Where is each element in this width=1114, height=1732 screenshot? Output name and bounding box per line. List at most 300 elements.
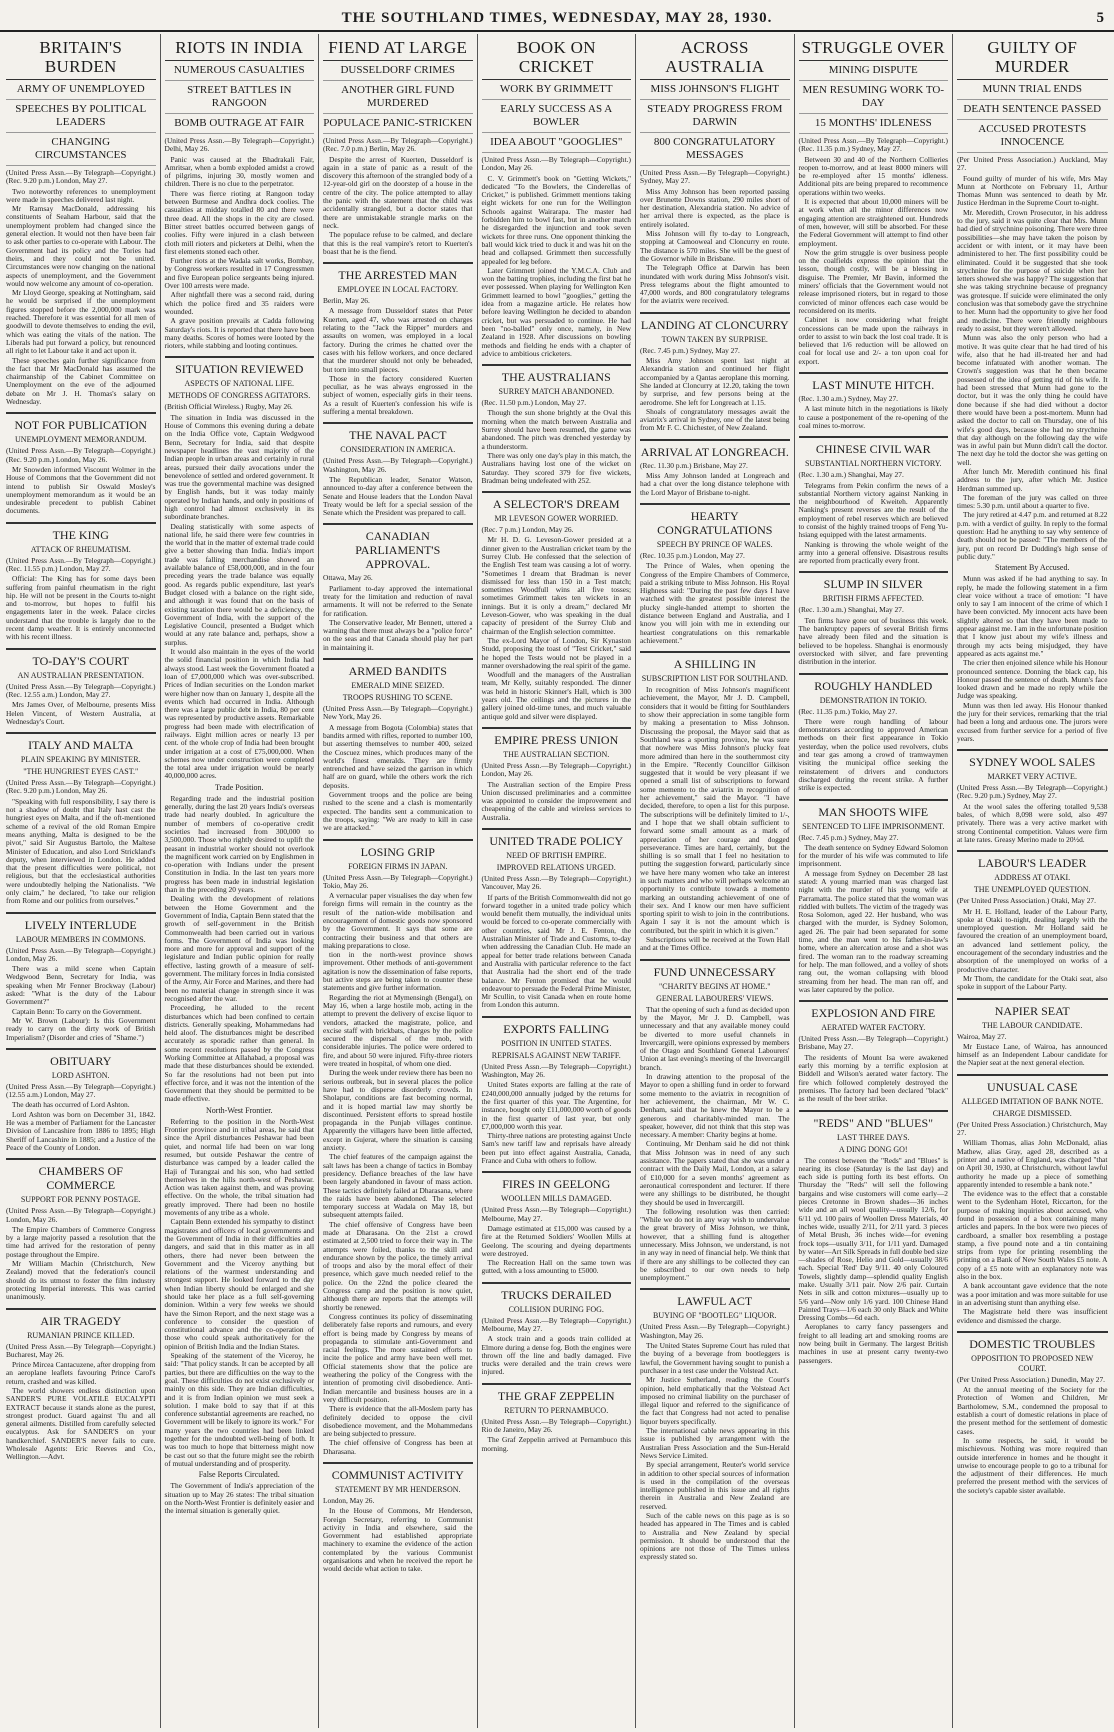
article-paragraph: Continuing, Mr Denham said he did not think that Miss Johnson was in need of any such assistance. The papers stated that she was under a contract with the Daily Mail, London, at a salary of £10,000 for a seven months' agreement as aeronautical correspondent and lecturer. If there were any shillings to be distributed, he thought they should be used in Invercargill. [640, 1139, 790, 1207]
article-dateline: (United Press Assn.—By Telegraph—Copyright.) (12.55 a.m.) London, May 27. [6, 1081, 156, 1100]
article-paragraph: The Empire Chambers of Commerce Congress by a large majority passed a resolution that the time had arrived for the restoration of penny postage throughout the Empire. [6, 1224, 156, 1259]
article-subhead: TOWN TAKEN BY SURPRISE. [661, 334, 768, 344]
article [323, 523, 473, 652]
article-paragraph: William Thomas, alias John McDonald, alias Mathew, alias Gray, aged 28, described as a printer and a native of England, was charged "that on April 30, 1930, at Christchurch, without lawful authority he made up a piece of something apparently intended to resemble a bank note." [957, 1138, 1108, 1189]
article [799, 673, 949, 793]
article-dateline: (United Press Assn.—By Telegraph—Copyright.) (Rec. 9.20 p.m.) London, May 26. [6, 778, 156, 796]
article-paragraph: Munn was also the only person who had a motive. It was quite clear that he had tired of his wife, also that he had ill-treated her and had become infatuated with another woman. The Crown's suggestion was that he then became possessed of the idea of getting rid of his wife. It had been stressed that Munn had gone to the doctor, but it was the only thing he could have done because if she had died without a doctor there would have been a post-mortem. Munn had asked the doctor to call on Thursday, one of his wife's good days, because she had no strychnine that day although on the following day the wife was in awful pain but Munn didn't call the doctor. The next day he told the doctor she was getting on well. [957, 333, 1108, 467]
article-dateline: (United Press Assn.—By Telegraph—Copyright.) London, May 26. [6, 945, 156, 963]
article-headline: ACROSS AUSTRALIA [640, 38, 790, 80]
article [482, 1282, 632, 1377]
article-subhead: MUNN TRIAL ENDS [957, 83, 1108, 100]
article-dateline: (United Press Assn.—By Telegraph—Copyright.) (Rec. 9.20 p.m.) London, May 27. [6, 168, 156, 186]
article-subhead: BRITISH FIRMS AFFECTED. [822, 594, 924, 604]
article-paragraph: Those in the factory considered Kuerten peculiar, as he was always engrossed in the subject of women, especially girls in their teens. As a result of Kuerten's confession his wife is suffering a mental breakdown. [323, 373, 473, 417]
article-headline: SYDNEY WOOL SALES [957, 749, 1108, 769]
article-subhead: SPEECHES BY POLITICAL LEADERS [6, 103, 156, 133]
article-paragraph: After lunch Mr. Meredith continued his final address to the jury, after which Mr. Justice Herdman summed up. [957, 466, 1108, 493]
article-paragraph: A message from Dusseldorf states that Peter Kuerten, aged 47, who was arrested on charges relating to the "Jack the Ripper" murders and assaults on women, was employed in a local factory. During the crimes he chatted over the cases with his fellow workers, and once declared that the murderer should not only be beheaded, but torn into small pieces. [323, 306, 473, 374]
article-dateline: (United Press Assn.—By Telegraph—Copyright.) Bucharest, May 26. [6, 1341, 156, 1359]
article-dateline: (United Press Assn.—By Telegraph—Copyright.) London, May 26. [6, 1206, 156, 1224]
article-headline: FIRES IN GEELONG [482, 1171, 632, 1191]
article-dateline: (Rec. 7.45 p.m.) Sydney, May 27. [798, 832, 899, 842]
article-dateline: (Rec. 11.30 p.m.) Brisbane, May 27. [640, 460, 748, 470]
article [323, 1462, 473, 1574]
article-paragraph: The death has occurred of Lord Ashton. [12, 1100, 130, 1110]
article-subhead: SPEECH BY PRINCE OF WALES. [656, 539, 773, 549]
article-paragraph: Mr. Meredith, Crown Prosecutor, in his address to the jury, said it was quite clear that Mrs. Munn had died of strychnine poisoning. There were three possibilities—she may have taken the poison by accident or with intent, or it may have been administered to her. The first possibility could be eliminated. Could it be suggested that she took strychnine for the purpose of suicide when her letters showed she was happy? The suggestion that she was taking strychnine because of pregnancy was grotesque. If suicide were eliminated the only conclusion was that somebody gave the strychnine to her. Munn had the opportunity to give her food and medicine. There were friendly neighbours ready to assist, but they weren't allowed. [957, 207, 1108, 333]
article-subhead: RUMANIAN PRINCE KILLED. [27, 1330, 135, 1340]
article-paragraph: The Prince of Wales, when opening the Congress of the Empire Chambers of Commerce, paid a striking tribute to Miss Johnson. His Royal Highness said: "During the past few days I have watched with the greatest possible interest the plucky single-handed attempt to shorten the distance between England and Australia, and I know you will join with me in extending our heartiest congratulations on this remarkable achievement." [640, 561, 790, 645]
article-paragraph: C. V. Grimmett's book on "Getting Wickets," dedicated "To the Bowlers, the Cinderellas of Cricket," is published. Grimmett mentions taking eight wickets for one run for the Wellington Schools against Wairarapa. The master had forbidden him to bowl fast, but in another match he disregarded the injunction and took seven wickets for three runs. One opponent thinking the ball would kick tried to duck it and was hit on the head and collapsed. Grimmett then successfully appealed for leg before. [481, 173, 631, 266]
article-headline: LAWFUL ACT [640, 1288, 790, 1308]
article-paragraph: Mr W. Brown (Labour): Is this Government ready to carry on the dirty work of British Imperialism? (Disorder and cries of "Shame.") [6, 1015, 156, 1042]
article [957, 998, 1108, 1068]
article-subhead: MR LEVESON GOWER WORRIED. [494, 514, 618, 524]
article-paragraph: The foreman of the jury was called on three times: 5.30 p.m. until about a quarter to five. [957, 492, 1108, 511]
article-paragraph: The situation in India was discussed in the House of Commons this evening during a debate on the India Office vote, Captain Wedgwood Benn, Secretary for India, said that despite newspaper headlines the vast majority of the Indian people in urban areas and certainly in rural areas, pursued their daily avocations under the benevolence of settled and ordered government. It was true the governmental machine was designed by English hands, but it was today mainly operated by Indian hands, and only in positions of high control had almost exclusively in its subordinate branches. [164, 412, 314, 522]
article [6, 1308, 156, 1462]
article-subhead: LAST THREE DAYS. [836, 1132, 910, 1142]
article-paragraph: If parts of the British Commonwealth did not go forward together in a united trade policy which would benefit them mutually, the individual units would be forced to co-operate commercially with other countries, said Mr J. E. Fenton, the Australian Minister of Trade and Customs, to-day when addressing the Canadian Club. He made an appeal for better trade relations between Canada and Australia with particular reference to the fact that Australia had the short end of the trade balance. Mr Fenton promised that he would endeavour to persuade the Federal Prime Minister, Mr Scullin, to visit Canada when en route home from London this autumn. [481, 892, 631, 1010]
article-paragraph: Cabinet is now considering what freight concessions can be made upon the railways in order to assist to win back the lost coal trade. It is believed that 1/6 reduction will be allowed on coal for local use and 2/- a ton upon coal for export. [798, 315, 948, 366]
article-subhead: STEADY PROGRESS FROM DARWIN [640, 103, 790, 133]
article-paragraph: The Conservative leader, Mr Bennett, uttered a warning that there must always be a "police force" on the seas and that Canada should play her part in maintaining it. [323, 617, 473, 652]
article-headline: DOMESTIC TROUBLES [957, 1331, 1108, 1351]
article-subhead: "THE HUNGRIEST EYES CAST." [23, 767, 139, 777]
section-subhead: Trade Position. [214, 782, 264, 792]
column [319, 34, 478, 1728]
article [957, 1074, 1108, 1325]
article-subhead: WOOLLEN MILLS DAMAGED. [501, 1194, 612, 1204]
article-subhead: TROOPS RUSHING TO SCENE. [342, 693, 453, 703]
article-paragraph: The ex-Lord Mayor of London, Sir Kynaston Studd, proposing the toast of "Test Cricket," said he hoped the Tests would not be played in a manner overshadowing the real spirit of the game. [481, 635, 631, 670]
article-paragraph: Panic was caused at the Bhadrakali Fair, Amritsar, when a bomb exploded amidst a crowd of pilgrims, injuring 30, mostly women and children. There is no clue to the perpetrator. [164, 154, 314, 189]
article-subhead: SURREY MATCH ABANDONED. [498, 387, 614, 397]
article-paragraph: Official: The King has for some days been suffering from painful rheumatism in the right hip. He will not be present in the Courts to-night and to-morrow, but hopes to fulfil his engagements later in the week. Palace circles understand that the trouble is largely due to the recent damp weather. It is entirely unconnected with his recent illness. [6, 574, 156, 642]
article-subhead: STREET BATTLES IN RANGOON [165, 84, 315, 114]
article-subhead: A DING DONG GO! [838, 1144, 908, 1154]
article-subhead: LABOUR MEMBERS IN COMMONS. [15, 934, 146, 944]
article-paragraph: In drawing attention to the proposal of the Mayor to open a shilling fund in order to forward some memento to the aviatrix in recognition of her achievement, the chairman, Mr W. C. Denham, said that he knew the Mayor to be a generous and charitably-minded man. The speaker, however, did not think that this step was necessary. A member: Charity begins at home. [640, 1072, 790, 1140]
article-subhead: NEED OF BRITISH EMPIRE. [506, 851, 607, 860]
article-subhead: ASPECTS OF NATIONAL LIFE. [184, 379, 294, 389]
article-headline: ROUGHLY HANDLED [799, 673, 949, 693]
article-subhead: SUBSCRIPTION LIST FOR SOUTHLAND. [641, 674, 788, 684]
article-paragraph: Two noteworthy references to unemployment were made in speeches delivered last night. [6, 186, 156, 204]
article-subhead: 800 CONGRATULATORY MESSAGES [640, 136, 790, 166]
article-subhead: SUBSTANTIAL NORTHERN VICTORY. [804, 459, 942, 469]
masthead [0, 8, 1114, 32]
article-paragraph: Referring to the position in the North-West Frontier province and in tribal areas, he said that since the April disturbances Peshawar had been quiet, and normal life had been on war long resumed, but outside Peshawar the centre of disturbance was camped by a leader called the Haji of Turangzai and his son, who had settled themselves in the hills north-west of Peshawar. Action was taken against them, and was proving effective. On the whole, the tribal situation had greatly improved. There had been no hostile movements of any tribe as a whole. [164, 1116, 314, 1218]
column [2, 34, 161, 1728]
article-paragraph: Miss Amy Johnson spent last night at Alexandria station and continued her flight accompanied by a Qantas aeroplane this morning. She landed at Cloncurry at 12.20, taking the town by surprise, and few persons being at the aerodrome. She left for Longreach at 1.15. [640, 356, 790, 407]
article-headline: AIR TRAGEDY [6, 1308, 156, 1328]
article [799, 571, 949, 666]
article-paragraph: The Government of India's appreciation of the situation up to May 26 states: The tribal situation on the North-West Frontier is definitely easier and the internal situation is generally quiet. [164, 1481, 314, 1516]
article-dateline: (Rec. 10.35 p.m.) London, May 27. [640, 550, 745, 560]
article [482, 828, 632, 1010]
article-paragraph: The evidence was to the effect that a constable went to the Sydenham Hotel, Riccarton, for the purpose of making inquiries about accused, who found in possession of a box containing many articles and papers. In the box were two pieces of cardboard, a smaller box resembling a postage stamp, a five pound note and a tin containing strips from type for printing resembling the printing on a Bank of New South Wales £5 note. A copy of a £5 note with an explanatory note was also in the box. [957, 1189, 1108, 1282]
article-paragraph: Prince Mircea Cantacuzene, after dropping from an aeroplane leaflets favouring Prince Carol's return, crashed and was killed. [6, 1360, 156, 1386]
article-paragraph: There was a mild scene when Captain Wedgwood Benn, Secretary for India, was speaking when Mr Fenner Brockway (Labour) asked: "What is the duty of the Labour Government?" [6, 964, 156, 1007]
article [165, 356, 315, 1515]
article-headline: UNUSUAL CASE [957, 1074, 1108, 1094]
article [640, 439, 790, 497]
article [6, 912, 156, 1042]
article-dateline: (United Press Assn.—By Telegraph—Copyright.) Melbourne, May 27. [481, 1205, 631, 1223]
article-subhead: PLAIN SPEAKING BY MINISTER. [20, 755, 141, 765]
article-dateline: (United Press Assn.—By Telegraph—Copyright.) Delhi, May 26. [164, 136, 314, 154]
article-headline: EXPORTS FALLING [482, 1016, 632, 1036]
article [799, 372, 949, 430]
article-headline: THE NAVAL PACT [323, 422, 473, 442]
article-subhead: THE UNEMPLOYED QUESTION. [973, 885, 1091, 895]
article-dateline: Ottawa, May 26. [323, 573, 373, 583]
article [482, 364, 632, 485]
article-subhead: DUSSELDORF CRIMES [323, 64, 473, 81]
article-paragraph: Proceeding, he alluded to the recent disturbances which had been confined to certain districts. Generally speaking, Mohammedans had held aloof. The disturbances might be described accurately as sporadic rather than general. In some recent resolutions passed by the Congress Working Committee at Allahabad, a proposal was made that these disturbances should be extended. So far the resolutions had not been put into effective force, and it was not the intention of the Government that they should be permitted to be made effective. [164, 1003, 314, 1104]
article-subhead: POPULACE PANIC-STRICKEN [323, 117, 473, 134]
article-dateline: (United Press Assn.—By Telegraph—Copyright.) Sydney, May 27. [640, 168, 790, 186]
article-dateline: (United Press Assn.—By Telegraph—Copyright.) (Rec. 12.55 a.m.) London, May 27. [6, 681, 156, 699]
article-paragraph: It would also maintain in the eyes of the world the solid financial position in which India had always stood. Last week the Government floated a loan of £7,000,000 which was over-subscribed. Prices of Indian securities on the London market were higher now than on January 1, despite all the events which had occurred in India. Although there was a large public debt in India, 80 per cent was represented by productive assets. Remarkable progress had been made with electrification of railways. Eight million acres or nearly 13 per cent. of the whole crop of India had been brought under irrigation at a cost of £75,000,000. When schemes now under construction were completed the total area under irrigation would be nearly 40,000,000 acres. [164, 647, 314, 781]
article-headline: TRUCKS DERAILED [482, 1282, 632, 1302]
article [6, 648, 156, 726]
article-dateline: (United Press Assn.—By Telegraph—Copyright.) (Rec. 11.35 p.m.) Sydney, May 27. [798, 136, 948, 154]
article [957, 749, 1108, 844]
article-headline: THE ARRESTED MAN [323, 262, 473, 282]
article-paragraph: That the opening of such a fund as decided upon by the Mayor, Mr J. D. Campbell, was unnecessary and that any available money could be diverted to more useful channels in Invercargill, were opinions expressed by members of the Otago and Southland General Labourers' Union at last evening's meeting of the Invercargill branch. [640, 1004, 790, 1072]
article-headline: THE KING [6, 522, 156, 542]
article [323, 658, 473, 832]
article-paragraph: The chief offensive of Congress has been at Dharasana. [323, 1438, 473, 1456]
article-headline: CHAMBERS OF COMMERCE [6, 1158, 156, 1192]
article-paragraph: Dealing with the development of relations between the Home Government and the Government of India, Captain Benn stated that the growth of self-government in the British Commonwealth had been carried out in various forms. The Government of India was looking more and more for approval and support of the legislature and Indian public opinion for really effective, lasting growth of a measure of self-government. The military forces in India consisted of the Army, Air Force and Marines, and there had been no material change in strength since it was recognised after the war. [164, 894, 314, 1003]
article [957, 38, 1108, 743]
article [323, 839, 473, 1456]
article-subhead: ANOTHER GIRL FUND MURDERED [323, 84, 473, 114]
article-paragraph: Lord Ashton was born on December 31, 1842. He was a member of Parliament for the Lancaster Division of Lancashire from 1886 to 1895; High Sheriff of Lancashire in 1885; and a Justice of the Peace of the County of London. [6, 1109, 156, 1152]
page-number: 5 [1096, 10, 1104, 26]
article-subhead: DEMONSTRATION IN TOKIO. [819, 695, 927, 705]
article-subhead: CHARGE DISMISSED. [992, 1108, 1072, 1118]
article-paragraph: Mr William Machin (Christchurch, New Zealand) moved that the federation's council should do its utmost to foster the film industry protecting Imperial interests. This was carried unanimously. [6, 1259, 156, 1302]
article-headline: THE AUSTRALIANS [482, 364, 632, 384]
article-subhead: OPPOSITION TO PROPOSED NEW COURT. [971, 1353, 1094, 1373]
article [6, 732, 156, 905]
article-subhead: BOMB OUTRAGE AT FAIR [165, 117, 315, 134]
article-paragraph: The United States Supreme Court has ruled that the buying of a beverage from bootleggers is lawful, the Government having sought to punish a purchaser in a test case under the Volstead Act. [640, 1341, 790, 1375]
article-paragraph: The crier then enjoined silence while his Honour pronounced sentence. Donning the black cap, his Honour passed the sentence of death. Munn's face looked drawn and he made no reply while the Judge was speaking. [957, 658, 1108, 701]
article-dateline: Wairoa, May 27. [957, 1031, 1007, 1041]
article-subhead: EMPLOYEE IN LOCAL FACTORY. [337, 285, 459, 295]
article-headline: CHINESE CIVIL WAR [799, 436, 949, 456]
article [482, 1016, 632, 1166]
article-headline: ITALY AND MALTA [6, 732, 156, 752]
article-paragraph: The Republican leader, Senator Watson, announced to-day after a conference between the Senate and House leaders that the London Naval Treaty would be left for a special session of the Senate which the President was prepared to call. [323, 474, 473, 518]
article-paragraph: Mr Lloyd George, speaking at Nottingham, said he would be surprised if the unemployment figures stopped before the 2,000,000 mark was reached. Therefore it was essential for all men of goodwill to devote themselves to ending the evil, which was eating the vitals of the nation. The Liberals had put forward a policy, but renounced all right to let Labour take it and act upon it. [6, 288, 156, 356]
article-subhead: "CHARITY BEGINS AT HOME." [659, 981, 771, 991]
article-paragraph: Government troops and the police are being rushed to the scene and a clash is momentarily expected. The bandits sent a communication to the troops, saying: "We are ready to kill in case we are attacked." [323, 790, 473, 833]
article-paragraph: Nanking is throwing the whole weight of the army into a general offensive. Disastrous results are reported from practically every front. [798, 539, 948, 566]
article-paragraph: Thirty-three nations are protesting against Uncle Sam's new tariff law and reprisals have already been put into effect against Australia, Canada, France and Cuba with others to follow. [481, 1131, 631, 1166]
article-paragraph: Speaking of the statement of the Viceroy, he said: "That policy stands. It can be accepted by all parties, but there are difficulties on the way to the goal. These difficulties do not exist exclusively or mainly on this side. They are Indian difficulties, and it is from Indian opinion we must seek a solution. I make bold to say that if at this conference substantial agreements are reached, no Government will be likely to ignore its work." For many years the two countries had been linked together for the undoubted well-being of both. It was too much to hope that bitterness might now be cast out so that the future might see the rebirth of mutual understanding and of prosperity. [164, 1351, 314, 1468]
article-paragraph: tion in the north-west province shows improvement. Other methods of anti-government agitation is now the dissemination of false reports, but active steps are being taken to counter these statements and give further information. [323, 950, 473, 993]
article-subhead: GENERAL LABOURERS' VIEWS. [656, 993, 774, 1003]
article-paragraph: Further riots at the Wadala salt works, Bombay, by Congress workers resulted in 17 Congressmen and five European police sergeants being injured. Over 100 arrests were made. [164, 256, 314, 291]
article-paragraph: In the House of Commons, Mr Henderson, Foreign Secretary, referring to Communist activity in India and elsewhere, said the Government had established appropriate machinery to examine the evidence of the action contemplated by the various Communist organisations and when he received the report he would decide what action to take. [323, 1506, 473, 1574]
article-subhead: MARKET VERY ACTIVE. [987, 772, 1077, 782]
article-headline: MAN SHOOTS WIFE [799, 799, 949, 819]
article-paragraph: Mr Snowden informed Viscount Wolmer in the House of Commons that the Government did not intend to publish Sir Oswald Mosley's unemployment memorandum as it would be an undesirable precedent to publish Cabinet documents. [6, 464, 156, 516]
column [161, 34, 320, 1728]
article-paragraph: A message from Sydney on December 28 last stated: A young married man was charged last night with the murder of his young wife at Parramatta. The police stated that the woman was riddled with bullets. The victim of the tragedy was Rosa Solomon, aged 22. Her husband, who was charged with the murder, is Sydney Solomon, aged 26. The pair had been separated for some time, and the man went to his father-in-law's home, where an altercation arose and a shot was fired. The woman ran to the roadway screaming for help. The man followed, and a volley of shots rang out, the woman collapsing with blood streaming from her head. The man ran off, and was later captured by the police. [798, 868, 948, 994]
article-paragraph: Parliament to-day approved the international treaty for the limitation and reduction of naval armaments. It will not be referred to the Senate for ratification. [323, 583, 473, 618]
article-subhead: ACCUSED PROTESTS INNOCENCE [957, 123, 1108, 153]
article-headline: "REDS" AND "BLUES" [799, 1110, 949, 1130]
article-subhead: LORD ASHTON. [51, 1070, 110, 1080]
article-headline: NOT FOR PUBLICATION [6, 412, 156, 432]
article-dateline: (United Press Assn.—By Telegraph—Copyright.) New York, May 26. [323, 704, 473, 722]
article-subhead: IMPROVED RELATIONS URGED. [496, 863, 616, 872]
article-headline: SLUMP IN SILVER [799, 571, 949, 591]
article-paragraph: The residents of Mount Isa were awakened early this morning by a terrific explosion at Biddell and Wilson's aerated water factory. The fire which followed completely destroyed the premises. The factory had been declared "black" as the result of the beer strike. [798, 1052, 948, 1104]
article [640, 959, 790, 1283]
article-paragraph: Mr H. D. G. Leveson-Gower presided at a dinner given to the Australian cricket team by the Surrey Club. He confessed that the selection of the English Test team was causing a lot of worry. "Sometimes I dream that Bradman is never dismissed for less than 150 in a Test match; sometimes Woodfull wins all five tosses; sometimes Grimmett takes ten wickets in an innings. But it is only a dream," declared Mr Leveson-Gower, who was speaking in the dual capacity of president of the Surrey Club and chairman of the English selection committee. [481, 535, 631, 636]
article-paragraph: After nightfall there was a second raid, during which the police fired and 35 raiders were wounded. [164, 290, 314, 316]
article-dateline: (Rec. 11.35 p.m.) Tokio, May 27. [798, 706, 898, 716]
article-paragraph: Regarding the riot at Mymensingh (Bengal), on May 16, when a large hostile mob, acting in the attempt to prevent the delivery of excise liquor to vendors, attacked the magistrate, police, and excise staff with brickbats, charges by the police secured the dispersal of the mob, with considerable injuries. The police were ordered to fire, and about 50 were injured. Fifty-three rioters were treated in hospital, of whom one died. [323, 992, 473, 1069]
article-headline: FUND UNNECESSARY [640, 959, 790, 979]
article [6, 412, 156, 515]
article-headline: COMMUNIST ACTIVITY [323, 1462, 473, 1482]
article-dateline: (Rec. 1.30 a.m.) Shanghai, May 27. [798, 605, 904, 615]
article-subhead: CHANGING CIRCUMSTANCES [6, 136, 156, 166]
article-paragraph: In some respects, he said, it would be mischievous. Nothing was more required than outside interference in homes and he thought it unwise to encourage people to go to a tribunal for the adjustment of their differences. He much preferred the present method with the services of the society's capable sister available. [957, 1435, 1108, 1495]
article-paragraph: Munn was asked if he had anything to say. In reply, he made the following statement in a firm clear voice without a trace of emotion: "I have only to say I am innocent of the crime of which I have been convicted. My innocent acts have been slightly altered so that they have been made to appear against me. I am in the unfortunate position that I know just about my wife's illness and through my acts being misjudged, they have appeared as acts against me." [957, 574, 1108, 658]
article-paragraph: The populace refuse to be calmed, and declare that this is the real vampire's retort to Kuerten's boast that he is the fiend. [323, 230, 473, 256]
article-headline: ARMED BANDITS [323, 658, 473, 678]
article-paragraph: A vernacular paper visualises the day when few foreign firms will remain in the country as the result of the nation-wide mobilisation and encouragement of domestic goods now sponsored by the Government. It says that some are contracting their business and that others are making preparations to close. [323, 891, 473, 950]
article-subhead: SUPPORT FOR PENNY POSTAGE. [20, 1195, 141, 1205]
article [6, 1158, 156, 1301]
article [6, 1048, 156, 1152]
article-subhead: NUMEROUS CASUALTIES [165, 64, 315, 81]
article-subhead: MINING DISPUTE [799, 64, 949, 81]
article-paragraph: Telegrams from Pekin confirm the news of a substantial Northern victory against Nanking in the neighbourhood of Kweiteh. Apparently Nanking's present reverses are the result of the employment of rebel reserves which are believed to consist of the highly trained troops of Feng Yu-hsiang equipped with the latest armaments. [798, 480, 948, 540]
article-paragraph: Later Grimmett joined the Y.M.C.A. Club and won the batting trophies, including the first bat he ever possessed. When playing for Wellington Ken Grimmett learned to bowl "googlies," getting the idea from a magazine article. He relates how before leaving Wellington he decided to abandon cricket, but was persuaded to continue. He had been "no-balled" only once, namely, in New Zealand in 1928. After discussions on bowling methods and fielding he ends with a chapter of advice to ambitious cricketers. [481, 265, 631, 358]
article-headline: LABOUR'S LEADER [957, 850, 1108, 870]
column [636, 34, 795, 1728]
article-headline: TO-DAY'S COURT [6, 648, 156, 668]
article-subhead: 15 MONTHS' IDLENESS [799, 117, 949, 134]
article-paragraph: Captain Benn: To carry on the Government. [12, 1006, 142, 1016]
article-dateline: (United Press Assn.—By Telegraph—Copyright.) Washington, May 26. [481, 1061, 631, 1080]
article [482, 38, 632, 358]
article-paragraph: The world showers endless distinction upon SANDER'S PURE VOLATILE EUCALYPTI EXTRACT because it stands alone as the purest, strongest product. Guard against 'flu and all general ailments. Distilled from carefully selected eucalyptus. Ask for SANDER'S on your handkerchief. SANDER'S never fails to cure. Wholesale Agents: Eric Reeves and Co., Wellington.—Advt. [6, 1385, 156, 1462]
article [640, 38, 790, 306]
article-subhead: EMERALD MINE SEIZED. [351, 681, 445, 691]
article-subhead: UNEMPLOYMENT MEMORANDUM. [15, 435, 147, 445]
article [799, 436, 949, 565]
section-subhead: False Reports Circulated. [198, 1470, 280, 1480]
article-subhead: METHODS OF CONGRESS AGITATORS. [168, 391, 311, 401]
article-dateline: (United Press Assn.—By Telegraph—Copyright.) Tokio, May 26. [323, 872, 473, 890]
article-dateline: London, May 26. [323, 1496, 375, 1505]
article-headline: A SELECTOR'S DREAM [482, 491, 632, 511]
article-paragraph: There were rough handling of labour demonstrators according to approved American methods on their first appearance in Tokio yesterday, when the police used revolvers, clubs and tear gas among a crowd of tramwaymen visiting the municipal office seeking the reinstatement of drivers and conductors discharged during the recent strike. A further strike is expected. [798, 716, 948, 793]
article-dateline: (United Press Assn.—By Telegraph—Copyright.) Washington, May 26. [323, 456, 473, 474]
article-subhead: MEN RESUMING WORK TO-DAY [799, 84, 949, 114]
article-subhead: IDEA ABOUT "GOOGLIES" [482, 136, 632, 153]
article [799, 38, 949, 366]
article [799, 799, 949, 995]
article-dateline: (Per United Press Association.) Otaki, May 27. [957, 896, 1096, 906]
article-subhead: POSITION IN UNITED STATES. [501, 1038, 612, 1048]
article-paragraph: Dealing statistically with some aspects of national life, he said there were few countries in the world that in the matter of external trade could give a better showing than India. India's import trade was falling merchandise showed an available balance of £58,000,000, and in the four preceding years the trade balance was equally good. As regards public expenditure, last year's Budget closed with a balance on the right side, and although it was found that on the basis of existing taxation there would be a deficiency, the Government of India, with the support of the Legislative Council, presented a Budget which would at any rate balance and, perhaps, show a surplus. [164, 521, 314, 647]
article [6, 38, 156, 406]
article-paragraph: Mr Thom, the candidate for the Otaki seat, also spoke in support of the Labour Party. [957, 973, 1108, 992]
article-dateline: (Rec. 1.30 a.m.) Shanghai, May 27. [798, 470, 904, 480]
article-subhead: FOREIGN FIRMS IN JAPAN. [348, 861, 448, 871]
article-paragraph: Mr Eustace Lane, of Wairoa, has announced himself as an Independent Labour candidate for the Napier seat at the next general election. [957, 1041, 1108, 1068]
article-paragraph: Mr Ramsay MacDonald, addressing his constituents of Seaham Harbour, said that the unemployment problem had changed since the general election. It would not then have been fair to ask other parties to co-operate with Labour. The Government had its policy and the Tories had theirs, and they could not be united. Circumstances were now changing on the national aspects of unemployment, and the Government would now welcome any amount of co-operation. [6, 204, 156, 288]
article-paragraph: The Graf Zeppelin arrived at Pernambuco this morning. [481, 1435, 631, 1453]
article-dateline: (British Official Wireless.) Rugby, May 26. [164, 402, 293, 412]
article-paragraph: At the wool sales the offering totalled 9,538 bales, of which 8,098 were sold, also 497 privately. There was a very active market with strong Continental competition. Values were firm at late rates. Greasy Merino made to 20½d. [957, 801, 1108, 844]
article-headline: STRUGGLE OVER [799, 38, 949, 61]
article [799, 1000, 949, 1103]
article-paragraph: A grave position prevails at Cadda following Saturday's riots. It is reported that there have been many deaths. Scores of homes were looted by the rioters, while stabbing and looting continues. [164, 316, 314, 351]
article-subhead: RETURN TO PERNAMBUCO. [504, 1405, 609, 1415]
article-headline: CANADIAN PARLIAMENT'S APPROVAL. [323, 523, 473, 571]
article-paragraph: Mr H. E. Holland, leader of the Labour Party, spoke at Otaki to-night, dealing largely with the unemployed question. Mr Holland said he favoured the creation of an unemployment board, an advanced land settlement policy, the encouragement of the secondary industries and the absorption of the unemployed on works of a productive character. [957, 906, 1108, 974]
section-subhead: Statement By Accused. [995, 563, 1070, 573]
article-headline: UNITED TRADE POLICY [482, 828, 632, 848]
article [6, 522, 156, 642]
article-paragraph: Between 30 and 40 of the Northern Collieries reopen to-morrow, and at least 8000 miners will be re-employed after 15 months' idleness. Additional pits are being prepared to recommence operations within two weeks. [798, 154, 948, 197]
article-paragraph: Miss Amy Johnson landed at Longreach and had a chat over the long distance telephone with the Lord Mayor of Brisbane to-night. [640, 471, 790, 497]
article [482, 1383, 632, 1453]
article [640, 503, 790, 645]
article-paragraph: Mr Justice Sutherland, reading the Court's opinion, held emphatically that the Volstead Act imposed no criminal liability on the purchaser of illegal liquor and referred to the significance of the fact that Congress had not acted to penalise liquor buyers specifically. [640, 1375, 790, 1426]
article-headline: BOOK ON CRICKET [482, 38, 632, 80]
article-subhead: ATTACK OF RHEUMATISM. [30, 544, 131, 554]
article-headline: THE GRAF ZEPPELIN [482, 1383, 632, 1403]
article-subhead: ADDRESS AT OTAKI. [994, 873, 1071, 883]
article-paragraph: A last minute hitch in the negotiations is likely to cause a postponement of the re-opening of the coal mines to-morrow. [798, 404, 948, 430]
article-paragraph: These speeches gain further significance from the fact that Mr MacDonald has assumed the chairmanship of the Cabinet Committee on Unemployment on the eve of the adjourned debate on Mr J. H. Thomas's salary on Wednesday. [6, 355, 156, 407]
article-headline: LIVELY INTERLUDE [6, 912, 156, 932]
article-paragraph: There is evidence that the all-Moslem party has definitely decided to oppose the civil disobedience movement, and the Mohammedans are being subjected to pressure. [323, 1404, 473, 1439]
article-paragraph: Miss Johnson will fly to-day to Longreach, stopping at Camooweal and Cloncurry en route. The distance is 570 miles. She will be the guest of the Governor while in Brisbane. [640, 229, 790, 263]
article-headline: LANDING AT CLONCURRY [640, 312, 790, 332]
article-dateline: (Rec. 11.50 p.m.) London, May 27. [481, 398, 587, 408]
article-dateline: (United Press Assn.—By Telegraph—Copyright.) Vancouver, May 26. [481, 874, 631, 892]
article-subhead: COLLISION DURING FOG. [508, 1304, 604, 1314]
article-subhead: SENTENCED TO LIFE IMPRISONMENT. [802, 821, 945, 831]
column [953, 34, 1112, 1728]
article-headline: NAPIER SEAT [957, 998, 1108, 1018]
article-paragraph: Mrs James Over, of Melbourne, presents Miss Helen Vincent, of Western Australia, at Wednesday's Court. [6, 700, 156, 726]
article [640, 651, 790, 953]
article-paragraph: The contest between the "Reds" and "Blues" is nearing its close (Saturday is the last day) and each side is putting forth its best efforts. On Thursday the "Reds" will sell the following bargains and wise customers will come early—2 pieces Cretonne in Brown shades—36 inches wide and an all wool quality—usually 12/6, for 6/11 yd. 100 pairs of Woollen Dress Materials, 40 inches wide, usually 2/11, for 2/11 yard. 3 pieces of Metal Brush, 36 inches wide—for evening frock tops—usually 3/11, for 1/11 yard. Damaged by water—Art Silk Spreads in full double bed size—shades of Rose, Helio and Gold—usually 38/6 each. Special 'Red' Day 9/11. 40 only Coloured Towels, slightly damp—splendid quality English make. Usually 3/11 pair. Now 2/6 pair. Curtain Nets in silk and cotton mixtures—usually up to 5/6 yard—Now only 1/6 yard. 100 Chinese Hand Painted Trays—1/6 each 30 only Black and White Dressing Combs—6d each. [798, 1155, 948, 1323]
article-paragraph: Ten firms have gone out of business this week. The bankruptcy papers of several British firms have already been filed and the situation is believed to be hopeless. Shanghai is enormously overstocked with silver, and fare preventing distribution in the interior. [798, 615, 948, 667]
article-subhead: AN AUSTRALIAN PRESENTATION. [17, 670, 144, 680]
article [640, 1288, 790, 1561]
article-headline: BRITAIN'S BURDEN [6, 38, 156, 80]
article-dateline: (Rec. 7 p.m.) London, May 26. [481, 525, 574, 535]
article-paragraph: A bank accountant gave evidence that the note was a poor imitation and was more suitable for use in an advertising stunt than anything else. [957, 1281, 1108, 1307]
article-paragraph: Though the sun shone brightly at the Oval this morning when the match between Australia and Surrey should have been resumed, the game was abandoned. The pitch was drenched yesterday by a thunderstorm. [481, 408, 631, 451]
article-headline: LAST MINUTE HITCH. [799, 372, 949, 392]
article-headline: GUILTY OF MURDER [957, 38, 1108, 80]
article [482, 1171, 632, 1275]
article-paragraph: During the week under review there has been no serious outbreak, but in several places the police have had to disperse disorderly crowds. In Sholapur, conditions are fast becoming normal, and it is hoped martial law may shortly be discontinued. Persistent efforts to spread hostile propaganda in the Punjab villages continue. Apparently the villagers have been little affected, except in Gujerat, where the situation is causing anxiety. [323, 1068, 473, 1153]
article-dateline: (United Press Assn.—By Telegraph—Copyright.) Rio de Janeiro, May 26. [481, 1416, 631, 1435]
article [323, 422, 473, 517]
masthead-title: THE SOUTHLAND TIMES, WEDNESDAY, MAY 28, 1930. [341, 10, 773, 26]
article-paragraph: Found guilty of murder of his wife, Mrs May Munn at Northcote on February 11, Arthur Thomas Munn was sentenced to death by Mr. Justice Herdman in the Supreme Court to-night. [957, 173, 1108, 208]
article-subhead: MISS JOHNSON'S FLIGHT [640, 83, 790, 100]
article-dateline: Berlin, May 26. [323, 296, 370, 306]
article-paragraph: A stock train and a goods train collided at Elmore during a dense fog. Both the engines were thrown off the line and badly damaged. Five trucks were derailed and the train crews were injured. [481, 1334, 631, 1377]
article-subhead: STATEMENT BY MR HENDERSON. [334, 1485, 461, 1494]
article-headline: EMPIRE PRESS UNION [482, 727, 632, 747]
article-dateline: (Per United Press Association.) Christchurch, May 27. [957, 1119, 1108, 1138]
article-paragraph: The international cable news appearing in this issue is published by arrangement with the Australian Press Association and the Sun-Herald News Service Limited. [640, 1426, 790, 1460]
article-dateline: (Per United Press Association.) Auckland, May 27. [957, 155, 1108, 173]
column [795, 34, 954, 1728]
article-dateline: (United Press Assn.—By Telegraph—Copyright.) Brisbane, May 27. [798, 1034, 948, 1052]
article-paragraph: Woodfull and the managers of the Australian team, Mr Kelly, suitably responded. The dinner was held in historic Skinner's Hall, which is 300 years old. The ceilings and the pictures in the gallery joined old-time tunes, and much valuable antique gold and silver were displayed. [481, 670, 631, 721]
article-subhead: EARLY SUCCESS AS A BOWLER [482, 103, 632, 133]
article-paragraph: Miss Amy Johnson has been reported passing over Brunette Downs station, 290 miles short of her destination, Alexandria station. No advice of her arrival there is expected, as the place is entirely isolated. [640, 186, 790, 229]
article-paragraph: By special arrangement, Reuter's world service in addition to other special sources of information is used in the compilation of the overseas intelligence published in this issue and all rights therein in Australia and New Zealand are reserved. [640, 1460, 790, 1511]
article-dateline: (United Press Assn.—By Telegraph—Copyright.) (Rec. 9.20 p.m.) Sydney, May 27. [957, 783, 1108, 801]
article-subhead: THE AUSTRALIAN SECTION. [503, 749, 610, 759]
article-headline: FIEND AT LARGE [323, 38, 473, 61]
article-paragraph: Damage estimated at £15,000 was caused by a fire at the Returned Soldiers' Woollen Mills at Geelong. The scouring and dyeing departments were destroyed. [481, 1223, 631, 1258]
article [482, 491, 632, 721]
article-paragraph: Aeroplanes to carry fancy passengers and freight to all leading art and smoking rooms are now being built in Germany. The largest British machines in use at present carry twenty-two passengers. [798, 1322, 948, 1365]
article-subhead: WORK BY GRIMMETT [482, 83, 632, 100]
article-paragraph: The Recreation Hall on the same town was gutted, with a loss amounting to £5000. [481, 1258, 631, 1276]
column [478, 34, 637, 1728]
article [799, 1110, 949, 1365]
article-paragraph: The Telegraph Office at Darwin has been inundated with work during Miss Johnson's visit. Press telegrams about the flight amounted to 47,000 words, and 800 congratulatory telegrams for the aviatrix were received. [640, 263, 790, 306]
article-headline: RIOTS IN INDIA [165, 38, 315, 61]
article-headline: SITUATION REVIEWED [165, 356, 315, 376]
article-subhead: AERATED WATER FACTORY. [821, 1023, 926, 1033]
article-paragraph: Subscriptions will be received at the Town Hall and at the Times Office. [640, 935, 790, 953]
article-paragraph: Such of the cable news on this page as is so headed has appeared in The Times and is cabled to Australia and New Zealand by special permission. It should be understood that the opinions are not those of The Times unless expressly stated so. [640, 1511, 790, 1562]
article-paragraph: The chief offensive of Congress have been made at Dharasana. On the 21st a crowd estimated at 2,500 tried to force their way in. The attempts were foiled, thanks to the skill and endurance shown by the police, the timely arrival of troops and also by the moral effect of their presence, which gave much needed relief to the police. On the 22nd the police cleared the Congress camp and the position is now quiet, although there are reports that the attempts will shortly be renewed. [323, 1219, 473, 1312]
article-subhead: ARMY OF UNEMPLOYED [6, 83, 156, 100]
article-dateline: (United Press Assn.—By Telegraph—Copyright.) (Rec. 7.0 p.m.) Berlin, May 26. [323, 136, 473, 154]
columns-container [2, 34, 1112, 1728]
article-paragraph: The death sentence on Sydney Edward Solomon for the murder of his wife was commuted to life imprisonment. [798, 842, 948, 869]
article-dateline: (United Press Assn.—By Telegraph—Copyright.) London, May 26. [481, 155, 631, 173]
article-dateline: (United Press Assn.—By Telegraph—Copyright.) London, May 26. [481, 760, 631, 779]
article-dateline: (Per United Press Association.) Dunedin, May 27. [957, 1374, 1105, 1384]
article-headline: OBITUARY [6, 1048, 156, 1068]
article [640, 312, 790, 433]
article-dateline: (United Press Assn.—By Telegraph—Copyright.) (Rec. 11.55 p.m.) London, May 27. [6, 555, 156, 573]
article-headline: HEARTY CONGRATULATIONS [640, 503, 790, 537]
article-dateline: (United Press Assn.—By Telegraph—Copyright.) Melbourne, May 27. [481, 1315, 631, 1333]
